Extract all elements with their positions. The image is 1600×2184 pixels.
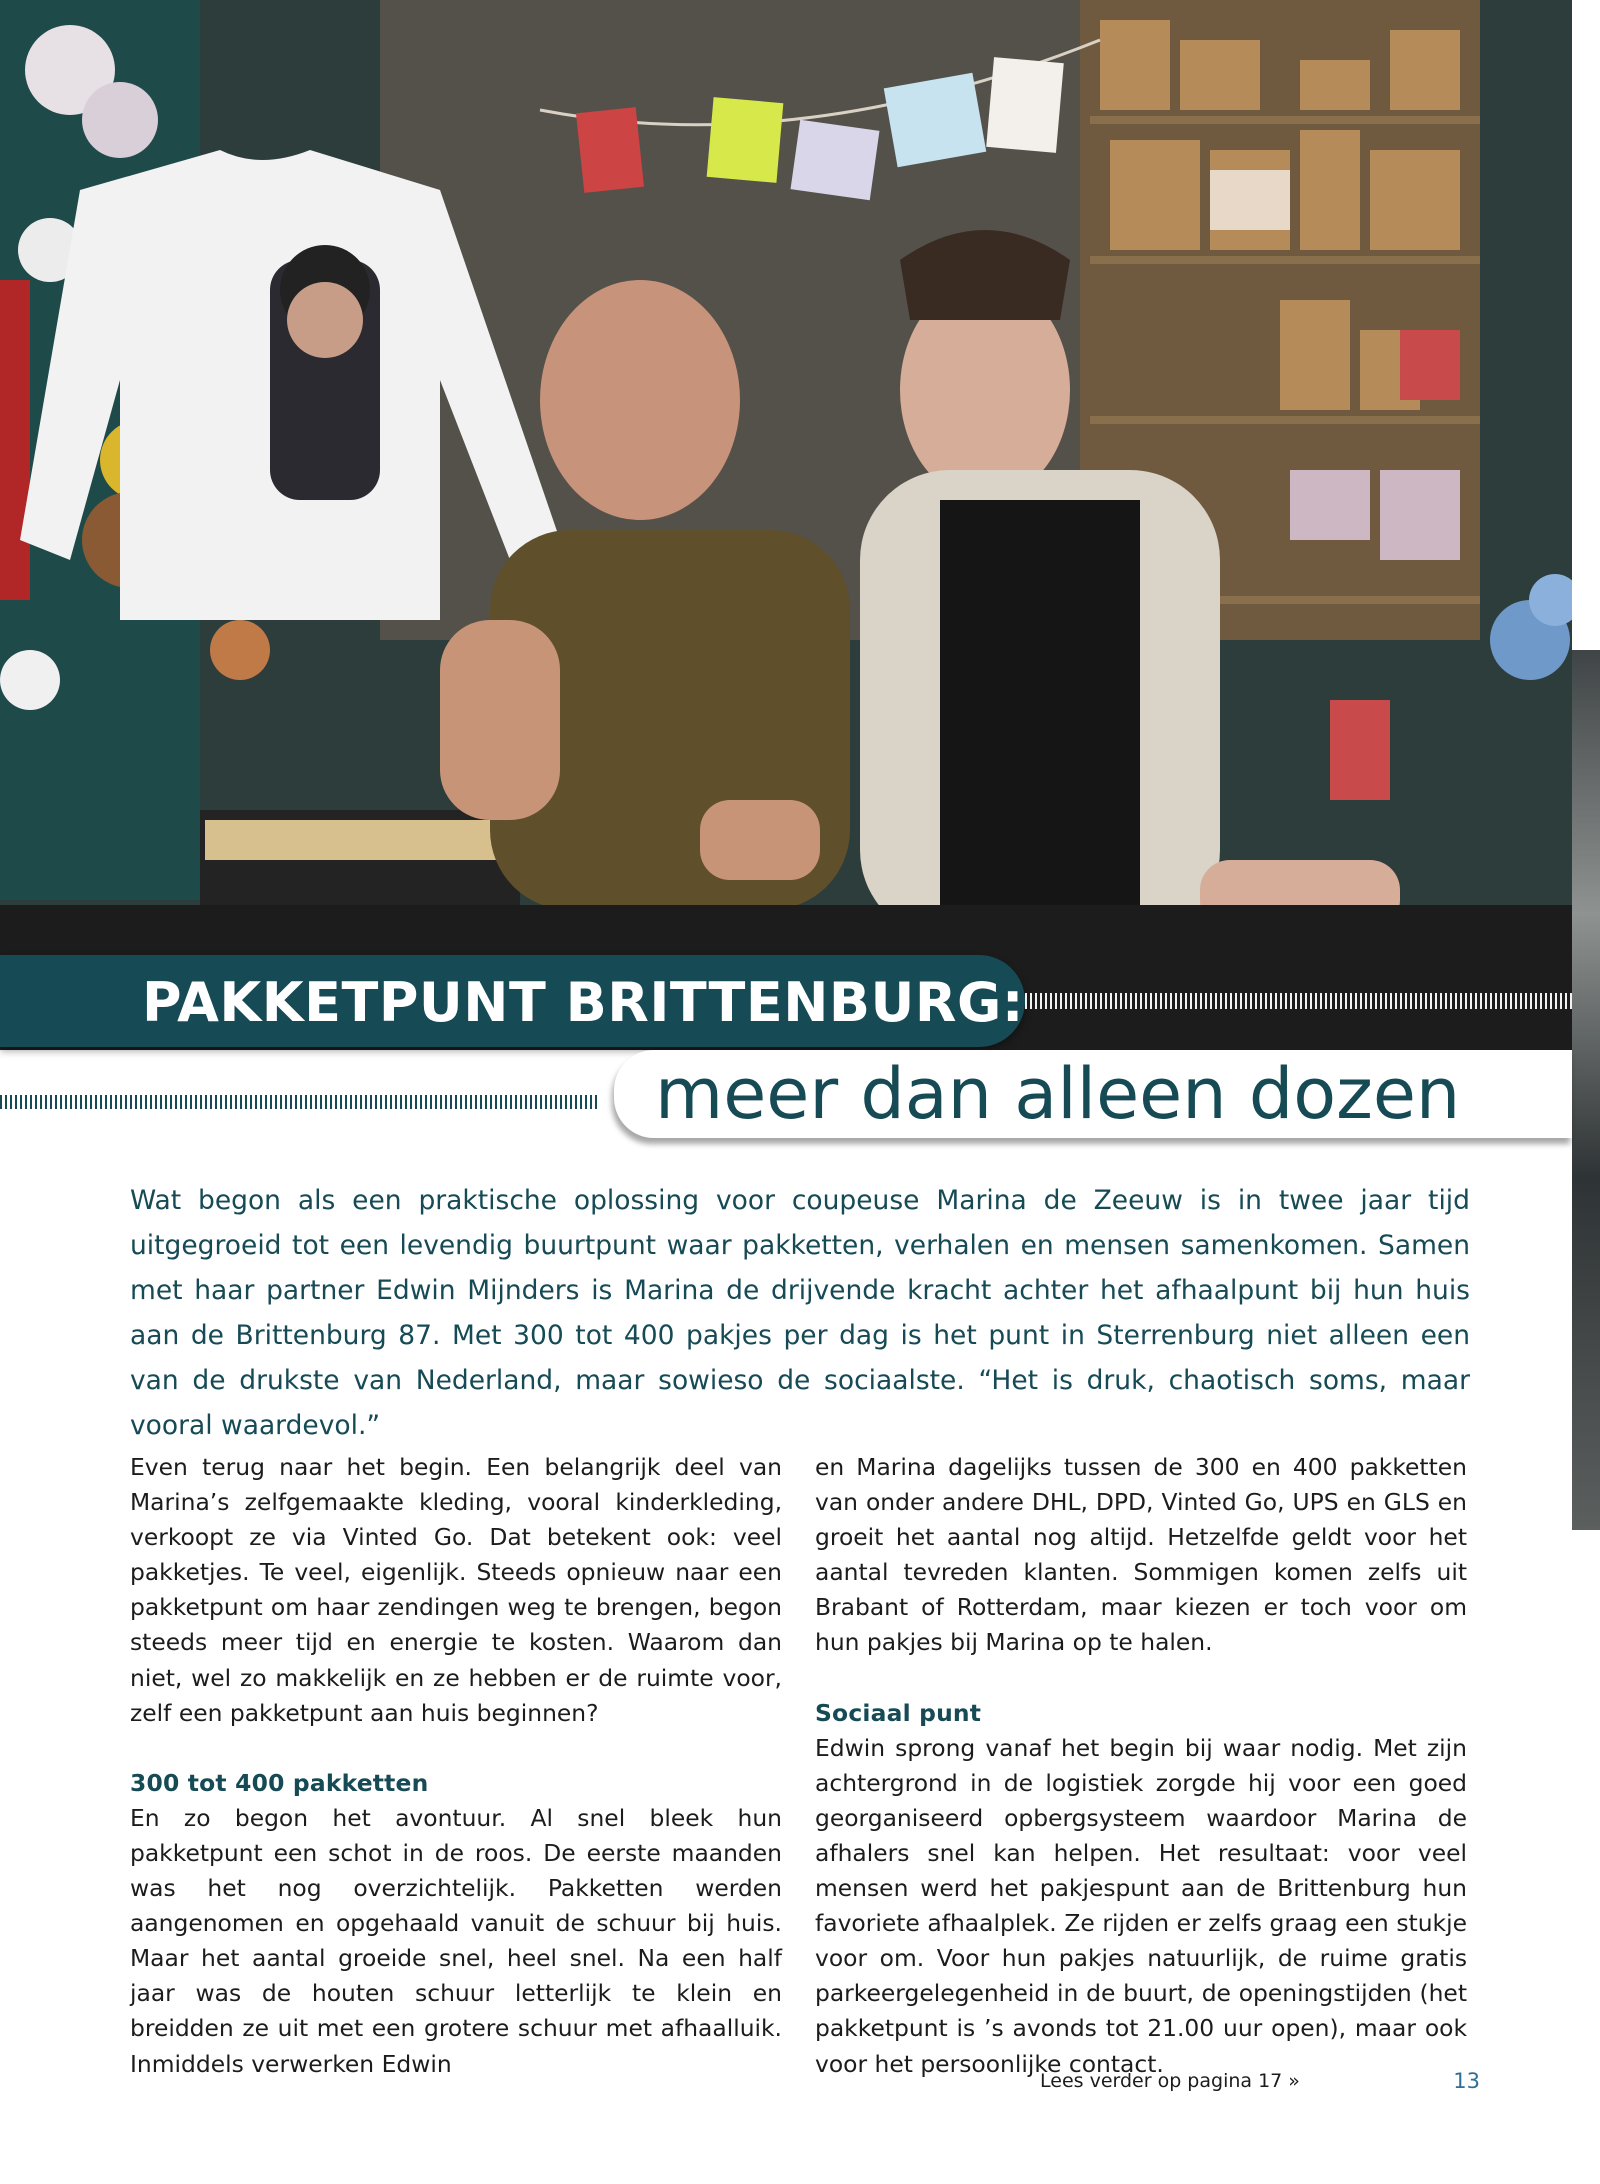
section-heading: 300 tot 400 pakketten: [130, 1768, 429, 1797]
decorative-hatch-right: [1025, 993, 1572, 1009]
headline-subtitle: meer dan alleen dozen: [655, 1053, 1461, 1135]
page-number: 13: [1453, 2069, 1480, 2093]
section-heading: Sociaal punt: [815, 1698, 982, 1727]
article-column-right: [815, 1450, 1467, 2082]
shop-counter-photo-icon: [0, 0, 1572, 1050]
article-paragraph: En zo begon het avontuur. Al snel bleek hun pakketpunt een schot in de roos. De eerste maanden was het nog overzichtelijk. Pakketten werden aangenomen en opgehaald vanuit de schuur bij huis. Maar het aantal groeide snel, heel snel. Na een half jaar was de houten schuur letterlijk te klein en breidden ze uit met een grotere schuur met afhaalluik. Inmiddels verwerken Edwin: [130, 1803, 782, 2078]
article-column-left: [130, 1450, 782, 2082]
continue-reading-note: Lees verder op pagina 17 »: [1040, 2070, 1300, 2092]
hero-photo: [0, 0, 1572, 1050]
decorative-hatch-left: [0, 1095, 600, 1109]
article-paragraph: Even terug naar het begin. Een belangrijk deel van Marina’s zelfgemaakte kleding, vooral kinderkleding, verkoopt ze via Vinted Go. Dat betekent ook: veel pakketjes. Te veel, eigenlijk. Steeds opnieuw naar een pakketpunt om haar zendingen weg te brengen, begon steeds meer tijd en energie te kosten. Waarom dan niet, wel zo makkelijk en ze hebben er de ruimte voor, zelf een pakketpunt aan huis beginnen?: [130, 1453, 782, 1727]
adjacent-page-edge: [1572, 650, 1600, 1530]
intro-paragraph: Wat begon als een praktische oplossing voor coupeuse Marina de Zeeuw is in twee jaar tijd uitgegroeid tot een levendig buurtpunt waar pakketten, verhalen en mensen samenkomen. Samen met haar partner Edwin Mijnders is Marina de drijvende kracht achter het afhaalpunt bij hun huis aan de Brittenburg 87. Met 300 tot 400 pakjes per dag is het punt in Sterrenburg niet alleen een van de drukste van Nederland, maar sowieso de sociaalste. “Het is druk, chaotisch soms, maar vooral waardevol.”: [130, 1185, 1470, 1441]
article-paragraph: Edwin sprong vanaf het begin bij waar nodig. Met zijn achtergrond in de logistiek zorgde hij voor een goed georganiseerd opbergsysteem waardoor Marina de afhalers snel kan helpen. Het resultaat: voor veel mensen werd het pakjespunt aan de Brittenburg hun favoriete afhaalplek. Ze rijden er zelfs graag een stukje voor om. Voor hun pakjes natuurlijk, de ruime gratis parkeergelegenheid in de buurt, de openingstijden (het pakketpunt is ’s avonds tot 21.00 uur open), maar ook voor het persoonlijke contact.: [815, 1733, 1467, 2078]
headline-title: PAKKETPUNT BRITTENBURG:: [142, 971, 1024, 1034]
article-paragraph: en Marina dagelijks tussen de 300 en 400 pakketten van onder andere DHL, DPD, Vinted Go, UPS en GLS en groeit het aantal nog altijd. Hetzelfde geldt voor het aantal tevreden klanten. Sommigen komen zelfs uit Brabant of Rotterdam, maar kiezen er toch voor om hun pakjes bij Marina op te halen.: [815, 1453, 1467, 1657]
